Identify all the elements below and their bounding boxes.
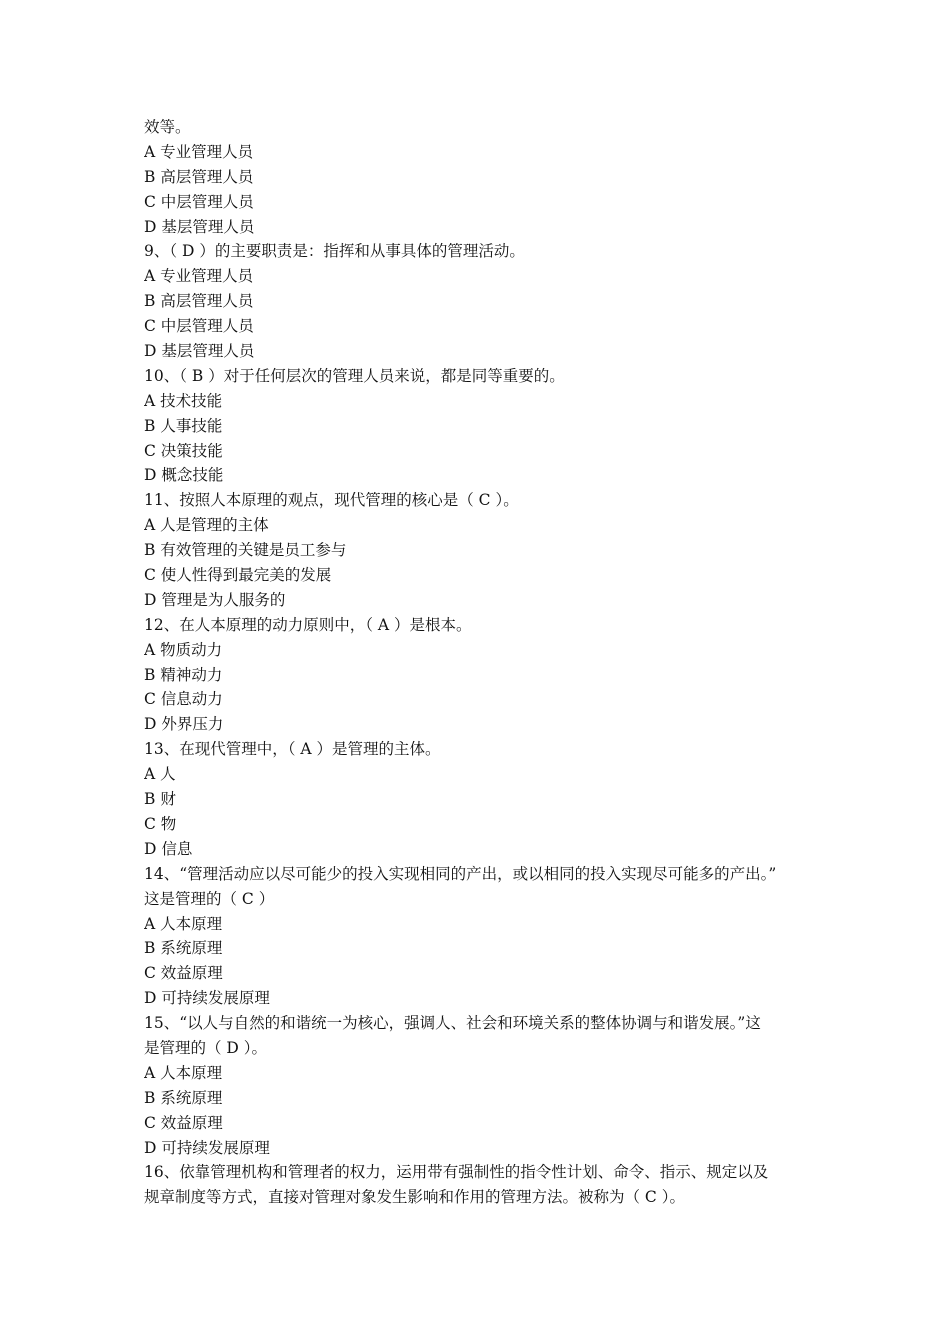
option-d: D 信息	[144, 839, 193, 858]
option-b: B 精神动力	[144, 665, 223, 684]
question-11: 11、按照人本原理的观点，现代管理的核心是（ C ）。	[144, 491, 519, 510]
option-d: D 概念技能	[144, 466, 224, 485]
option-d: D 基层管理人员	[144, 217, 255, 236]
question-15: 15、“以人与自然的和谐统一为核心，强调人、社会和环境关系的整体协调与和谐发展。”这	[144, 1014, 761, 1033]
document-page	[144, 115, 814, 1210]
option-c: C 信息动力	[144, 690, 223, 709]
option-c: C 中层管理人员	[144, 192, 254, 211]
question-16: 16、依靠管理机构和管理者的权力，运用带有强制性的指令性计划、命令、指示、规定以及	[144, 1163, 769, 1182]
option-a: A 人	[144, 765, 176, 784]
question-14-continued: 这是管理的（ C ）	[144, 889, 275, 908]
option-a: A 人本原理	[144, 1063, 223, 1082]
question-15-continued: 是管理的（ D ）。	[144, 1038, 268, 1057]
option-b: B 系统原理	[144, 939, 223, 958]
option-c: C 使人性得到最完美的发展	[144, 566, 332, 585]
option-d: D 管理是为人服务的	[144, 590, 286, 609]
option-b: B 有效管理的关键是员工参与	[144, 541, 347, 560]
question-16-continued: 规章制度等方式，直接对管理对象发生影响和作用的管理方法。被称为（ C ）。	[144, 1188, 685, 1207]
question-13: 13、在现代管理中，（ A ）是管理的主体。	[144, 740, 441, 759]
option-a: A 专业管理人员	[144, 142, 254, 161]
option-a: A 物质动力	[144, 640, 223, 659]
option-b: B 高层管理人员	[144, 167, 254, 186]
option-a: A 人本原理	[144, 914, 223, 933]
option-d: D 外界压力	[144, 715, 224, 734]
option-c: C 效益原理	[144, 1113, 223, 1132]
option-b: B 高层管理人员	[144, 292, 254, 311]
option-c: C 中层管理人员	[144, 317, 254, 336]
option-d: D 可持续发展原理	[144, 1138, 270, 1157]
text-line: 效等。	[144, 118, 191, 136]
option-a: A 技术技能	[144, 391, 223, 410]
option-c: C 效益原理	[144, 964, 223, 983]
option-b: B 人事技能	[144, 416, 223, 435]
question-9: 9、（ D ）的主要职责是：指挥和从事具体的管理活动。	[144, 242, 525, 261]
question-12: 12、在人本原理的动力原则中，（ A ）是根本。	[144, 615, 472, 634]
option-a: A 人是管理的主体	[144, 516, 269, 535]
question-14: 14、“管理活动应以尽可能少的投入实现相同的产出，或以相同的投入实现尽可能多的产出。”	[144, 864, 777, 883]
option-d: D 基层管理人员	[144, 342, 255, 361]
option-c: C 物	[144, 814, 177, 833]
option-d: D 可持续发展原理	[144, 989, 270, 1008]
option-b: B 系统原理	[144, 1088, 223, 1107]
option-a: A 专业管理人员	[144, 267, 254, 286]
option-b: B 财	[144, 790, 176, 809]
option-c: C 决策技能	[144, 441, 223, 460]
question-10: 10、（ B ）对于任何层次的管理人员来说，都是同等重要的。	[144, 366, 565, 385]
